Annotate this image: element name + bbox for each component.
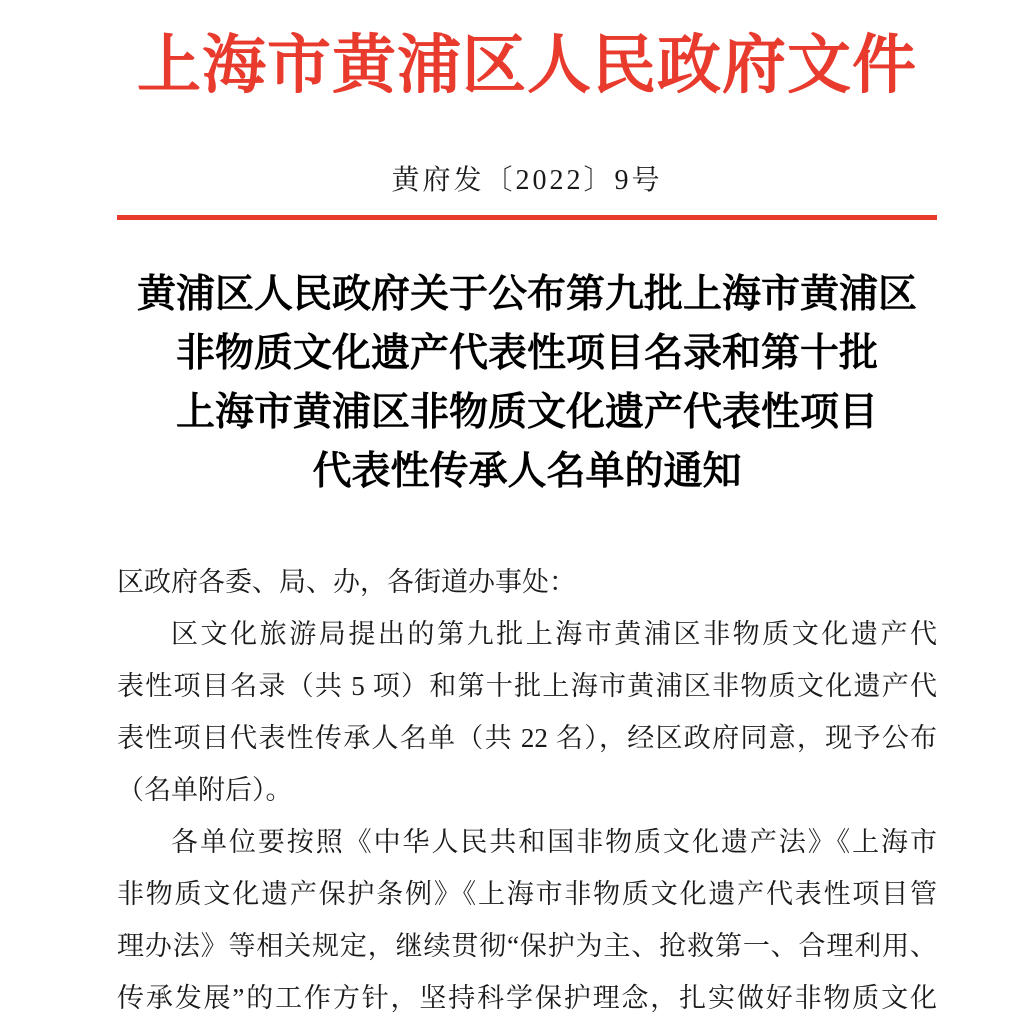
salutation-line: 区政府各委、局、办，各街道办事处：	[117, 567, 576, 597]
body-line: （名单附后）。	[117, 775, 293, 805]
body-line: 各单位要按照《中华人民共和国非物质文化遗产法》《上海市	[171, 827, 937, 857]
document-title-line: 非物质文化遗产代表性项目名录和第十批	[175, 332, 878, 375]
body-line: 非物质文化遗产保护条例》《上海市非物质文化遗产代表性项目管	[117, 879, 937, 909]
document-title	[117, 265, 937, 501]
document-title-line: 上海市黄浦区非物质文化遗产代表性项目	[175, 391, 878, 434]
document-header-title: 上海市黄浦区人民政府文件	[137, 30, 917, 101]
body-line: 传承发展”的工作方针，坚持科学保护理念，扎实做好非物质文化	[117, 983, 937, 1013]
body-line: 表性项目代表性传承人名单（共 22 名），经区政府同意，现予公布	[117, 723, 937, 753]
document-reference-number: 黄府发〔2022〕9号	[391, 165, 663, 196]
paragraph	[117, 608, 937, 816]
red-divider-line	[117, 215, 937, 220]
body-line: 区文化旅游局提出的第九批上海市黄浦区非物质文化遗产代	[171, 619, 937, 649]
paragraph	[117, 816, 937, 1019]
document-body	[117, 556, 937, 1019]
body-line: 理办法》等相关规定，继续贯彻“保护为主、抢救第一、合理利用、	[117, 931, 937, 961]
document-title-line: 黄浦区人民政府关于公布第九批上海市黄浦区	[136, 273, 917, 316]
document-content-column	[117, 0, 937, 1019]
body-line: 表性项目名录（共 5 项）和第十批上海市黄浦区非物质文化遗产代	[117, 671, 937, 701]
document-title-line: 代表性传承人名单的通知	[312, 450, 742, 493]
